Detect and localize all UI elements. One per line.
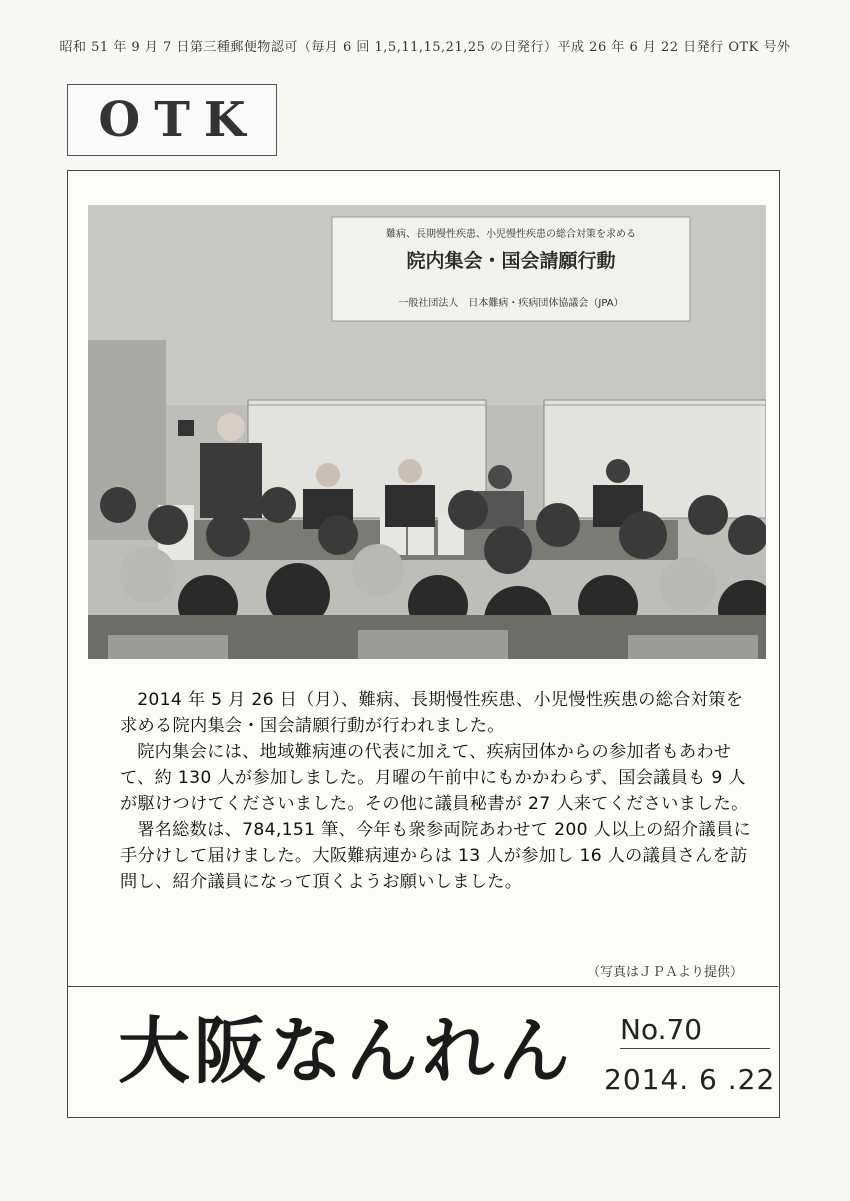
- article-paragraph: 2014 年 5 月 26 日（月）、難病、長期慢性疾患、小児慢性疾患の総合対策を求める院内集会・国会請願行動が行われました。: [120, 690, 744, 736]
- photo-credit: （写真はＪＰＡより提供）: [586, 965, 743, 980]
- article-body: [120, 687, 752, 895]
- postal-permit-line: 昭和 51 年 9 月 7 日第三種郵便物認可（毎月 6 回 1,5,11,15,21,25 の日発行）平成 26 年 6 月 22 日発行 OTK 号外: [59, 40, 791, 55]
- newsletter-title: 大阪なんれん: [118, 1008, 575, 1093]
- masthead-divider: [68, 986, 778, 987]
- banner-line-3: 一般社団法人 日本難病・疾病団体協議会（JPA）: [398, 298, 624, 309]
- banner-line-2: 院内集会・国会請願行動: [406, 250, 616, 272]
- newsletter-frame: [67, 170, 780, 1118]
- article-paragraph: 院内集会には、地域難病連の代表に加えて、疾病団体からの参加者もあわせて、約 130 人が参加しました。月曜の午前中にもかかわらず、国会議員も 9 人が駆けつけてくださいました。その他に議員秘書が 27 人来てくださいました。: [120, 742, 749, 814]
- article-paragraph: 署名総数は、784,151 筆、今年も衆参両院あわせて 200 人以上の紹介議員に手分けして届けました。大阪難病連からは 13 人が参加し 16 人の議員さんを訪問し、紹介議員になって頂くようお願いしました。: [120, 820, 752, 892]
- meeting-photo-illustration: [88, 205, 766, 659]
- meeting-photo: [88, 205, 766, 659]
- banner-line-1: 難病、長期慢性疾患、小児慢性疾患の総合対策を求める: [386, 229, 636, 240]
- otk-logo-box: [67, 84, 277, 156]
- issue-number: No.70: [620, 1013, 770, 1049]
- issue-date: 2014. 6 .22: [604, 1063, 776, 1096]
- otk-logo-text: OTK: [98, 92, 260, 148]
